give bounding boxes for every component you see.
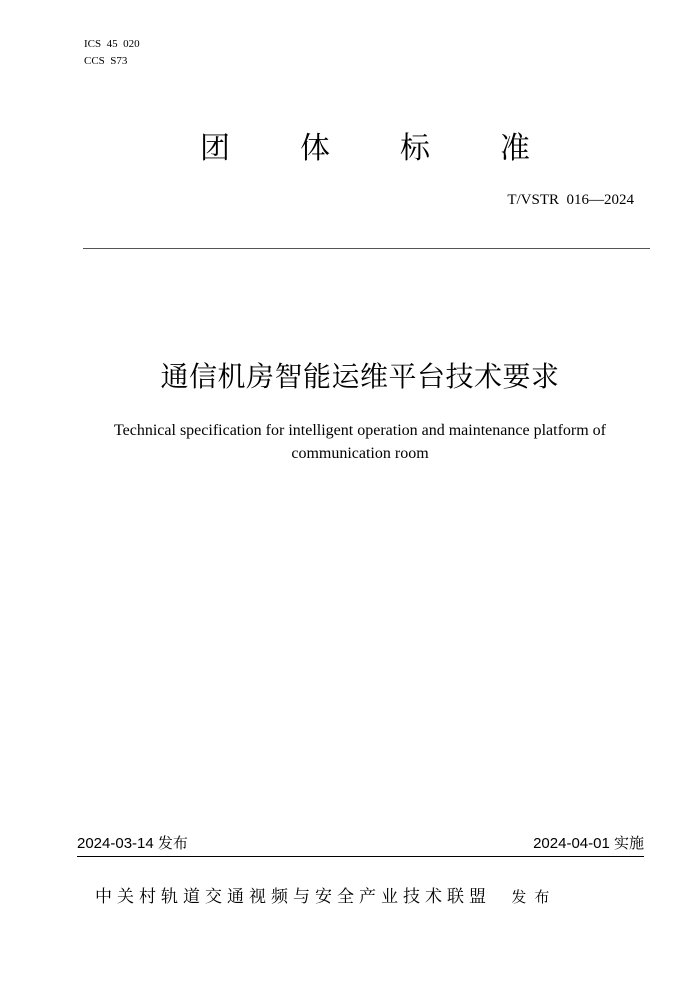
- publisher-suffix: 发布: [511, 888, 558, 906]
- document-title-english-line-1: Technical specification for intelligent operation and maintenance platform of: [113, 422, 606, 439]
- publisher: [95, 885, 557, 909]
- standard-type-char: 标: [400, 131, 430, 166]
- standard-type-char: 团: [200, 131, 230, 166]
- footer-divider: [77, 856, 644, 857]
- standard-type-char: 体: [300, 131, 330, 166]
- standard-number: T/VSTR 016—2024: [507, 192, 634, 208]
- standard-type-heading: [200, 129, 530, 169]
- publisher-name: 中关村轨道交通视频与安全产业技术联盟: [95, 887, 491, 907]
- document-title-chinese: 通信机房智能运维平台技术要求: [160, 360, 560, 393]
- issue-date: 2024-03-14 发布: [77, 835, 188, 852]
- standard-type-char: 准: [500, 131, 530, 166]
- document-title-english-line-2: communication room: [291, 445, 429, 462]
- implementation-date: 2024-04-01 实施: [533, 835, 644, 852]
- ccs-code: CCS S73: [84, 55, 128, 67]
- header-divider: [83, 248, 650, 249]
- ics-code: ICS 45 020: [84, 38, 140, 50]
